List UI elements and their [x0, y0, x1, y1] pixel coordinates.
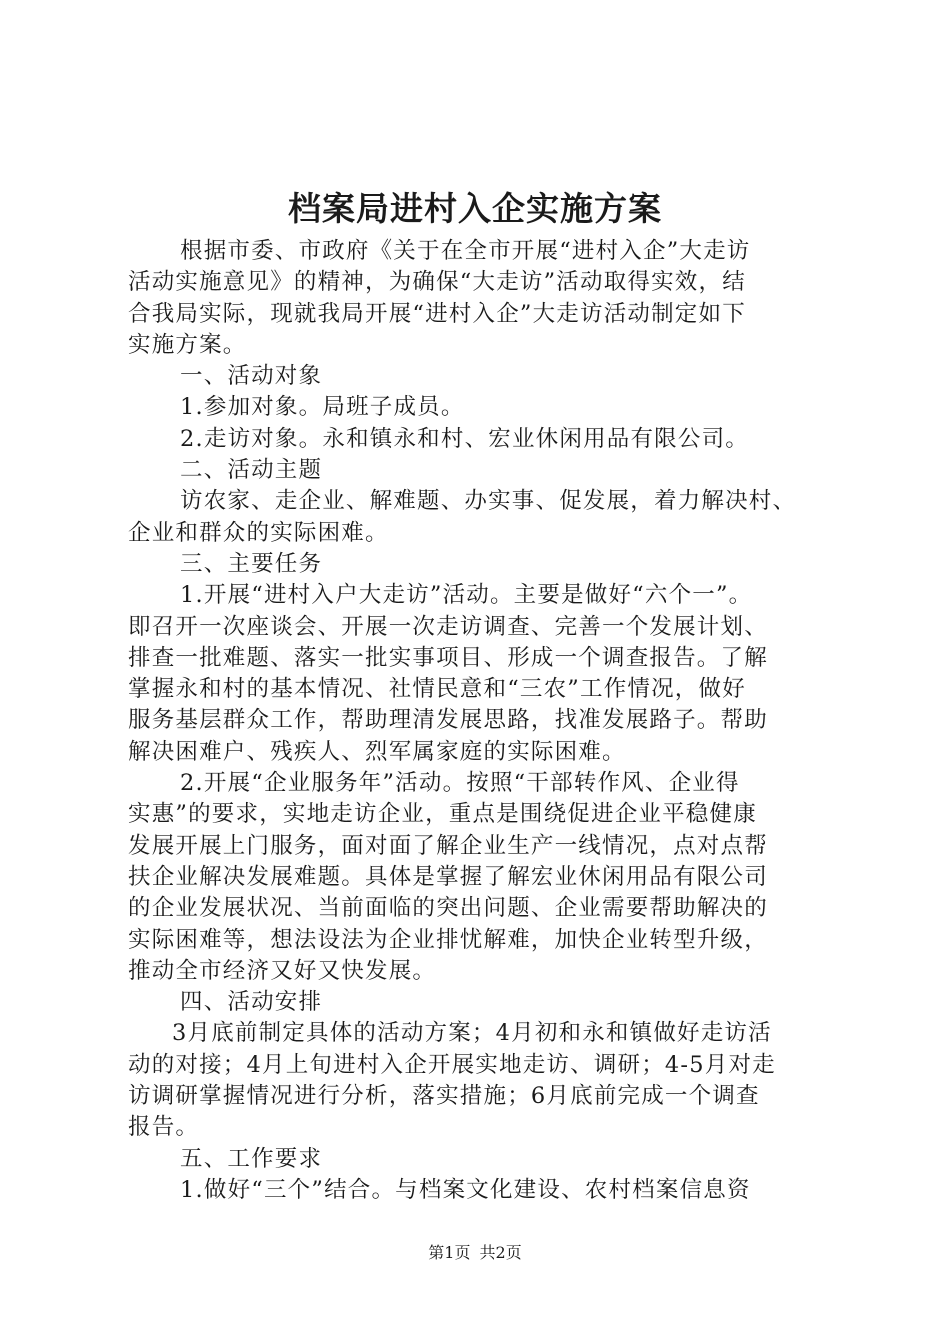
body-line: 访农家、走企业、解难题、办实事、促发展，着力解决村、 [180, 488, 797, 515]
section-heading: 五、工作要求 [180, 1145, 323, 1172]
body-line: 实施方案。 [128, 331, 247, 358]
body-line: 2.走访对象。永和镇永和村、宏业休闲用品有限公司。 [180, 425, 749, 452]
body-line: 掌握永和村的基本情况、社情民意和“三农”工作情况，做好 [128, 676, 746, 703]
body-line: 活动实施意见》的精神，为确保“大走访”活动取得实效，结 [128, 269, 746, 296]
body-line: 1.做好“三个”结合。与档案文化建设、农村档案信息资 [180, 1176, 751, 1203]
body-line: 服务基层群众工作，帮助理清发展思路，找准发展路子。帮助 [128, 707, 768, 734]
body-line: 2.开展“企业服务年”活动。按照“干部转作风、企业得 [180, 770, 740, 797]
body-line: 动的对接；4月上旬进村入企开展实地走访、调研；4-5月对走 [128, 1051, 776, 1078]
body-line: 根据市委、市政府《关于在全市开展“进村入企”大走访 [180, 238, 751, 264]
body-line: 报告。 [128, 1114, 200, 1141]
body-line: 访调研掌握情况进行分析，落实措施；6月底前完成一个调查 [128, 1083, 760, 1110]
section-heading: 四、活动安排 [180, 989, 323, 1016]
body-line: 排查一批难题、落实一批实事项目、形成一个调查报告。了解 [128, 644, 768, 671]
section-heading: 一、活动对象 [180, 363, 323, 390]
page-total: 共2页 [479, 1243, 522, 1262]
body-line: 3月底前制定具体的活动方案；4月初和永和镇做好走访活 [172, 1020, 772, 1047]
body-line: 1.参加对象。局班子成员。 [180, 394, 465, 421]
body-line: 即召开一次座谈会、开展一次走访调查、完善一个发展计划、 [128, 613, 768, 640]
page-footer [0, 1243, 950, 1263]
body-line: 合我局实际，现就我局开展“进村入企”大走访活动制定如下 [128, 300, 746, 327]
body-line: 发展开展上门服务，面对面了解企业生产一线情况，点对点帮 [128, 832, 768, 859]
body-line: 实际困难等，想法设法为企业排忧解难，加快企业转型升级， [128, 926, 768, 953]
section-heading: 二、活动主题 [180, 457, 323, 484]
body-line: 推动全市经济又好又快发展。 [128, 957, 437, 984]
body-line: 1.开展“进村入户大走访”活动。主要是做好“六个一”。 [180, 582, 753, 609]
body-line: 实惠”的要求，实地走访企业，重点是围绕促进企业平稳健康 [128, 801, 757, 828]
document-body [128, 236, 842, 1206]
body-line: 企业和群众的实际困难。 [128, 519, 389, 546]
body-line: 的企业发展状况、当前面临的突出问题、企业需要帮助解决的 [128, 895, 768, 922]
body-line: 解决困难户、残疾人、烈军属家庭的实际困难。 [128, 738, 626, 765]
document-title: 档案局进村入企实施方案 [288, 189, 662, 228]
page-number: 第1页 [428, 1243, 471, 1262]
body-line: 扶企业解决发展难题。具体是掌握了解宏业休闲用品有限公司 [128, 863, 768, 890]
section-heading: 三、主要任务 [180, 550, 323, 577]
